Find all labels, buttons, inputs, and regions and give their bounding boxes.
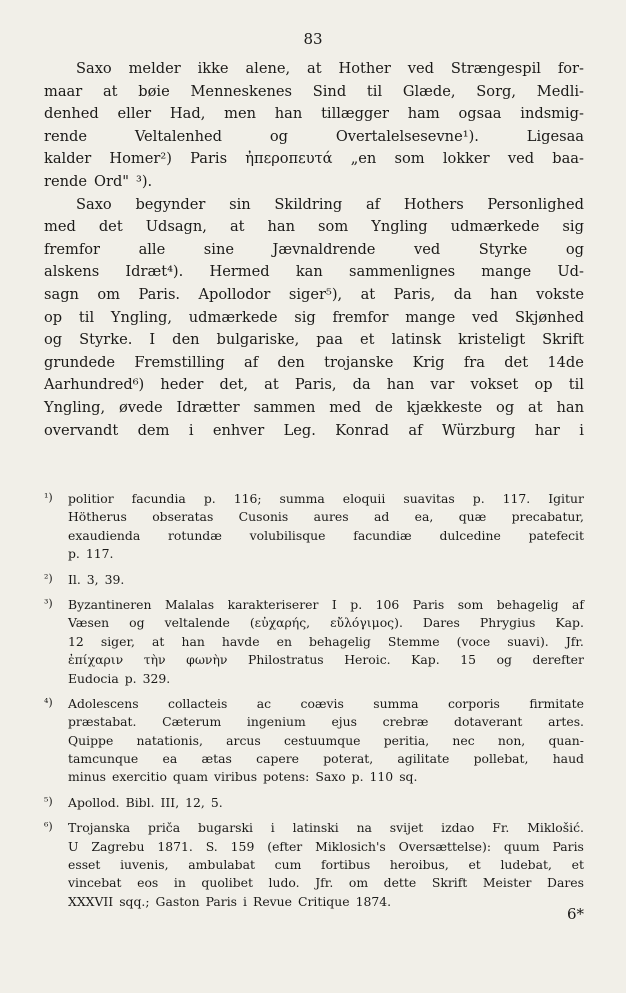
footnote bbox=[44, 596, 584, 688]
body-line: kalder Homer²) Paris ἠπεροπευτά „en som lokker ved baa- bbox=[44, 150, 584, 168]
footnote-text bbox=[68, 794, 584, 812]
footnote-text bbox=[68, 596, 584, 688]
footnote-marker: ⁵) bbox=[44, 794, 53, 808]
footnote-marker: ⁶) bbox=[44, 820, 53, 834]
footnote bbox=[44, 819, 584, 911]
footnote-line: Byzantineren Malalas karakteriserer I p. 106 Paris som behagelig af bbox=[68, 596, 584, 612]
body-line: op til Yngling, udmærkede sig fremfor mange ved Skjønhed bbox=[44, 308, 584, 326]
body-line: og Styrke. I den bulgariske, paa et latinsk kristeligt Skrift bbox=[44, 331, 584, 349]
body-line: Saxo melder ikke alene, at Hother ved Strængespil for- bbox=[76, 60, 584, 77]
footnote-text bbox=[68, 695, 584, 787]
footnote-text bbox=[68, 490, 584, 564]
footnote-line: Apollod. Bibl. III, 12, 5. bbox=[68, 794, 223, 810]
footnote-line: tamcunque ea ætas capere poterat, agilitate pollebat, haud bbox=[68, 751, 584, 767]
footnote-line: Quippe natationis, arcus cestuumque peritia, nec non, quan- bbox=[68, 732, 584, 748]
footnote-text bbox=[68, 819, 584, 911]
footnote-line: præstabat. Cæterum ingenium ejus crebræ dotaverant artes. bbox=[68, 714, 584, 730]
footnote-marker: ¹) bbox=[44, 491, 53, 504]
footnote-line: Il. 3, 39. bbox=[68, 571, 125, 587]
footnote-line: Adolescens collacteis ac coævis summa corporis firmitate bbox=[68, 695, 584, 711]
body-line: grundede Fremstilling af den trojanske Krig fra det 14de bbox=[44, 353, 584, 371]
footnote-line: Eudocia p. 329. bbox=[68, 670, 171, 686]
body-line: rende Veltalenhed og Overtalelsesevne¹). Ligesaa bbox=[44, 127, 584, 145]
body-line: sagn om Paris. Apollodor siger⁵), at Paris, da han vokste bbox=[44, 285, 584, 303]
body-line: rende Ord" ³). bbox=[44, 172, 153, 190]
footnote-line: XXXVII sqq.; Gaston Paris i Revue Critique 1874. bbox=[68, 893, 392, 909]
body-text bbox=[44, 58, 584, 442]
signature-mark: 6* bbox=[566, 905, 584, 923]
body-line: maar at bøie Menneskenes Sind til Glæde, Sorg, Medli- bbox=[44, 82, 584, 100]
footnote-line: esset iuvenis, ambulabat cum fortibus heroibus, et ludebat, et bbox=[68, 857, 584, 873]
footnote-line: 12 siger, at han havde en behagelig Stemme (voce suavi). Jfr. bbox=[68, 633, 584, 649]
footnote-line: Trojanska priča bugarski i latinski na svijet izdao Fr. Miklošić. bbox=[68, 820, 584, 836]
footnote-marker: ⁴) bbox=[44, 695, 53, 709]
footnote-line: minus exercitio quam viribus potens: Saxo p. 110 sq. bbox=[68, 769, 418, 785]
body-line: alskens Idræt⁴). Hermed kan sammenlignes mange Ud- bbox=[44, 263, 584, 281]
body-line: med det Udsagn, at han som Yngling udmærkede sig bbox=[44, 218, 584, 236]
body-line: Saxo begynder sin Skildring af Hothers Personlighed bbox=[76, 195, 584, 213]
body-line: fremfor alle sine Jævnaldrende ved Styrke og bbox=[44, 240, 584, 258]
footnote-line: Hötherus obseratas Cusonis aures ad ea, quæ precabatur, bbox=[68, 509, 584, 525]
body-line: denhed eller Had, men han tillægger ham ogsaa indsmig- bbox=[44, 105, 584, 123]
footnotes bbox=[44, 490, 584, 918]
footnote-line: p. 117. bbox=[68, 546, 114, 562]
footnote-line: U Zagrebu 1871. S. 159 (efter Miklosich's Oversættelse): quum Paris bbox=[68, 838, 584, 854]
footnote-marker: ²) bbox=[44, 571, 53, 585]
body-line: Aarhundred⁶) heder det, at Paris, da han var vokset op til bbox=[44, 376, 584, 394]
body-line: Yngling, øvede Idrætter sammen med de kjækkeste og at han bbox=[44, 398, 584, 416]
footnote-line: Væsen og veltalende (εὐχαρής, εὔλόγιμος). Dares Phrygius Kap. bbox=[68, 615, 584, 631]
page-number: 83 bbox=[303, 30, 323, 48]
footnote bbox=[44, 695, 584, 787]
footnote-marker: ³) bbox=[44, 596, 53, 610]
footnote-line: ἐπίχαριν τὴν φωνὴν Philostratus Heroic. Kap. 15 og derefter bbox=[68, 652, 584, 668]
footnote-line: vincebat eos in quolibet ludo. Jfr. om dette Skrift Meister Dares bbox=[68, 875, 584, 891]
footnote-text bbox=[68, 571, 584, 589]
body-line: overvandt dem i enhver Leg. Konrad af Würzburg har i bbox=[44, 421, 584, 439]
footnote bbox=[44, 794, 584, 812]
footnote bbox=[44, 571, 584, 589]
footnote-line: exaudienda rotundæ volubilisque facundiæ dulcedine patefecit bbox=[68, 527, 584, 543]
footnote-line: politior facundia p. 116; summa eloquii suavitas p. 117. Igitur bbox=[68, 491, 584, 506]
footnote bbox=[44, 490, 584, 564]
